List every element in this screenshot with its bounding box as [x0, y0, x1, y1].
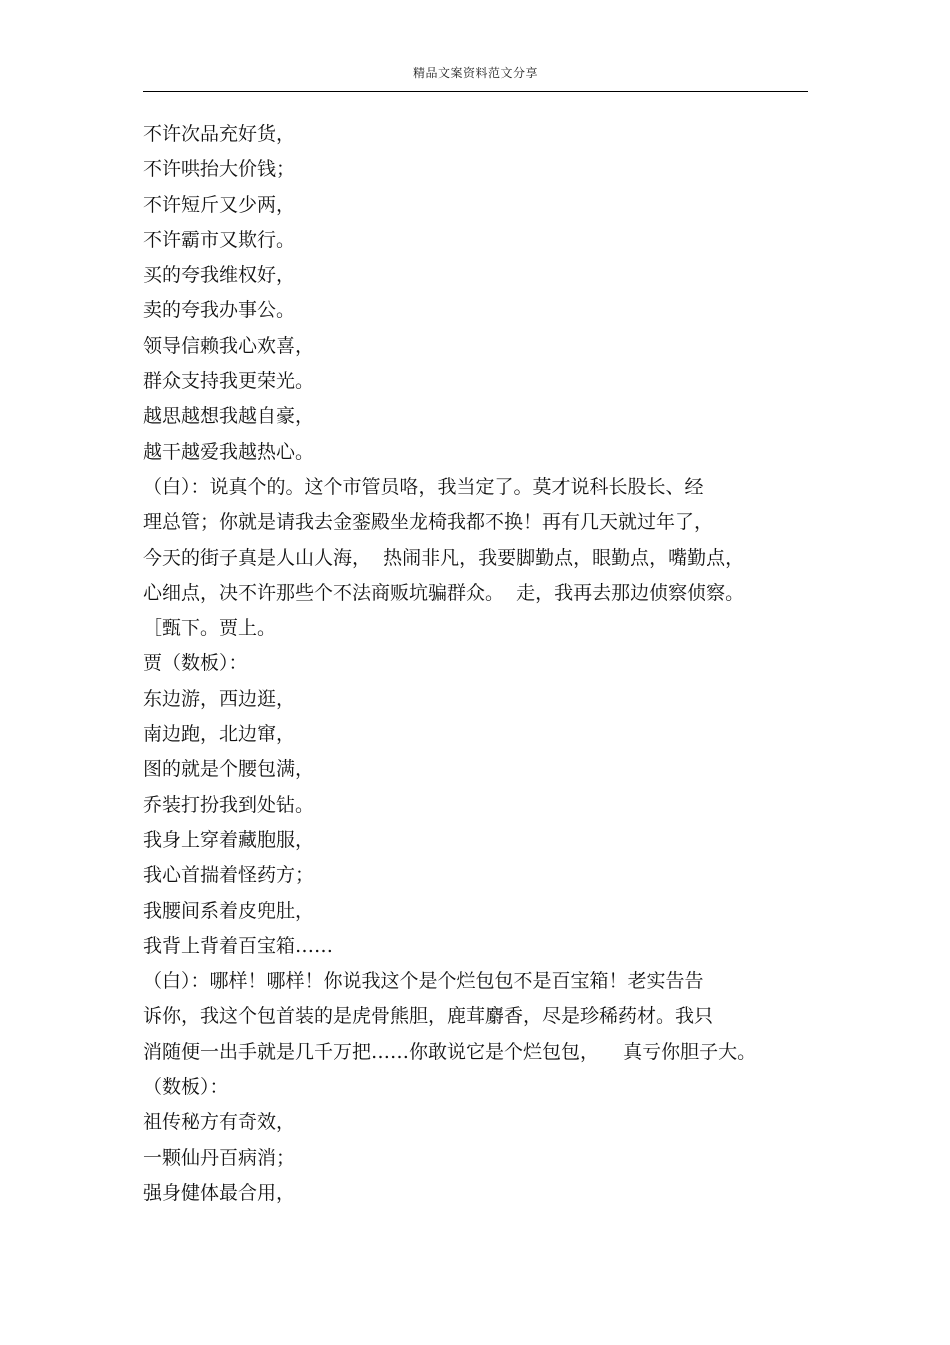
- text-line: 我心首揣着怪药方；: [143, 864, 315, 887]
- text-line: ［甄下。贾上。: [143, 617, 277, 640]
- text-line: 越干越爱我越热心。: [143, 440, 315, 463]
- text-line: 我身上穿着藏胞服，: [143, 828, 315, 851]
- text-line: 不许次品充好货，: [143, 123, 296, 145]
- text-line: 祖传秘方有奇效，: [143, 1111, 296, 1134]
- text-line: 越思越想我越自豪，: [143, 405, 315, 428]
- header-divider: [143, 91, 808, 92]
- text-line: （白）：说真个的。这个市管员咯，我当定了。莫才说科长股长、经: [143, 475, 704, 498]
- text-line: 乔装打扮我到处钻。: [143, 793, 315, 816]
- text-line: 不许霸市又欺行。: [143, 228, 296, 251]
- text-line: 消随便一出手就是几千万把……你敢说它是个烂包包， 真亏你胆子大。: [143, 1040, 757, 1063]
- text-line: 不许哄抬大价钱；: [143, 158, 296, 181]
- text-line: 诉你，我这个包首装的是虎骨熊胆，鹿茸麝香，尽是珍稀药材。我只: [143, 1005, 714, 1028]
- text-line: 买的夸我维权好，: [143, 264, 296, 287]
- text-line: （数板）：: [143, 1076, 229, 1099]
- text-line: 一颗仙丹百病消；: [143, 1146, 296, 1169]
- text-line: （白）：哪样！哪样！你说我这个是个烂包包不是百宝箱！老实告告: [143, 970, 704, 993]
- text-line: 理总管；你就是请我去金銮殿坐龙椅我都不换！再有几天就过年了，: [143, 511, 714, 534]
- text-line: 心细点，决不许那些个不法商贩坑骗群众。 走，我再去那边侦察侦察。: [143, 581, 745, 604]
- text-line: 东边游，西边逛，: [143, 687, 296, 710]
- text-line: 卖的夸我办事公。: [143, 299, 296, 322]
- text-line: 南边跑，北边窜，: [143, 723, 296, 746]
- text-line: 我背上背着百宝箱……: [143, 934, 334, 957]
- text-line: 群众支持我更荣光。: [143, 370, 315, 393]
- page-header: 精品文案资料范文分享: [412, 66, 538, 80]
- text-line: 今天的街子真是人山人海， 热闹非凡，我要脚勤点，眼勤点，嘴勤点，: [143, 546, 745, 569]
- text-line: 领导信赖我心欢喜，: [143, 334, 315, 357]
- text-line: 强身健体最合用，: [143, 1181, 296, 1204]
- script-text: [143, 117, 813, 1211]
- text-line: 不许短斤又少两，: [143, 193, 296, 216]
- text-line: 我腰间系着皮兜肚，: [143, 899, 315, 922]
- text-line: 图的就是个腰包满，: [143, 758, 315, 781]
- text-line: 贾（数板）：: [143, 652, 248, 675]
